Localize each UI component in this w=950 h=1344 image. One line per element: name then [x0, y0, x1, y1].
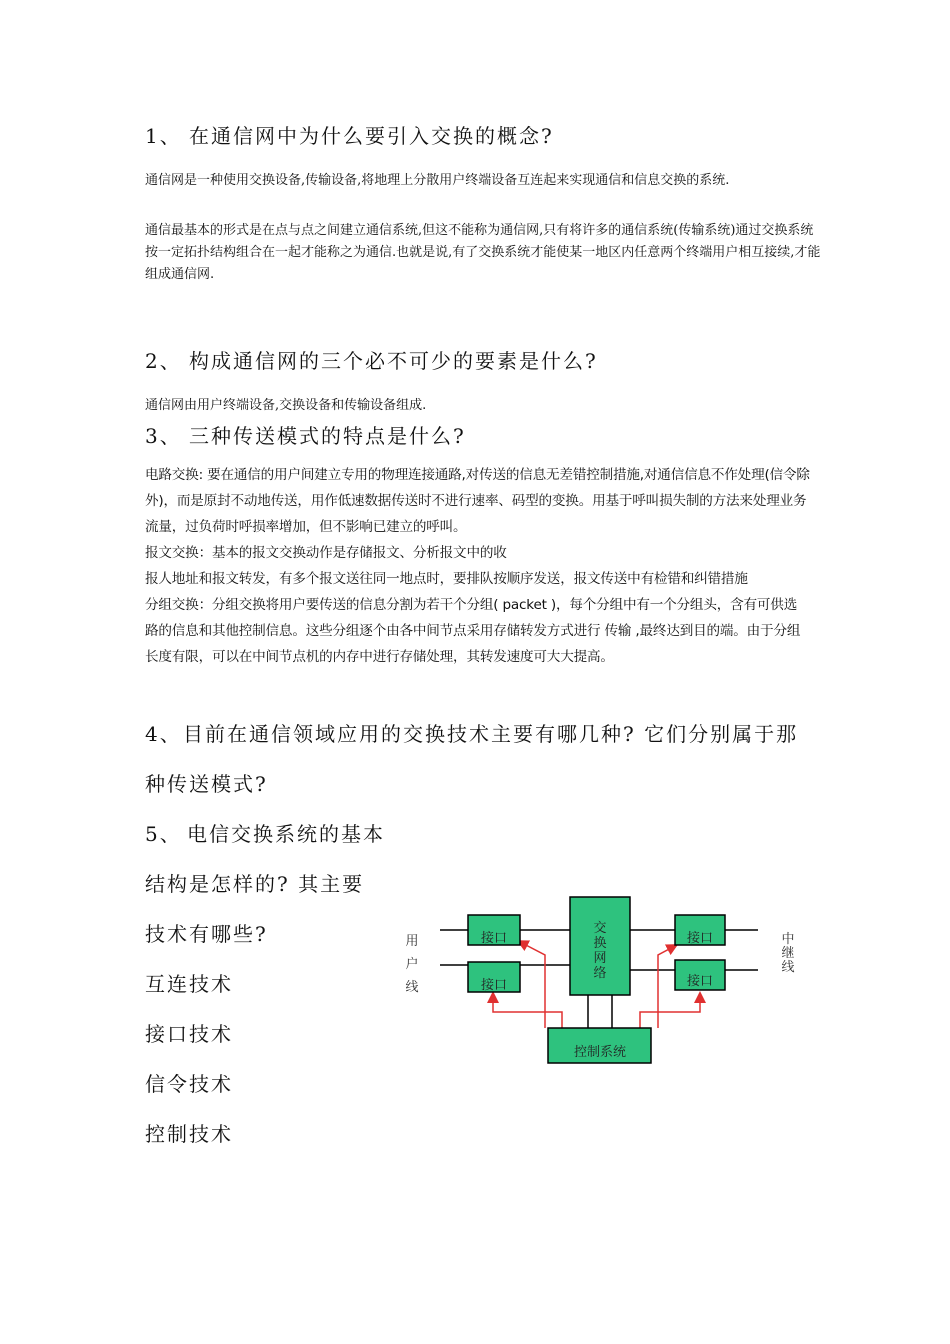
- q5-item-interface: 接口技术: [145, 1022, 233, 1046]
- q4-heading-line-2: 种传送模式?: [145, 772, 268, 796]
- interface-label-2: 接口: [480, 978, 508, 993]
- q1-title: 在通信网中为什么要引入交换的概念?: [189, 124, 554, 148]
- q2-title: 构成通信网的三个必不可少的要素是什么?: [189, 349, 598, 373]
- switching-system-diagram: [390, 885, 810, 1075]
- q1-answer-paragraph-1: 通信网是一种使用交换设备,传输设备,将地理上分散用户终端设备互连起来实现通信和信息交换的系统.: [145, 173, 730, 188]
- q1-answer-paragraph-2: 通信最基本的形式是在点与点之间建立通信系统,但这不能称为通信网,只有将许多的通信系统(传输系统)通过交换系统按一定拓扑结构组合在一起才能称之为通信.也就是说,有了交换系统才能使某一地区内任意两个终端用户相互接续,才能组成通信网.: [145, 223, 821, 282]
- message-switching-text-1: 报文交换：基本的报文交换动作是存储报文、分析报文中的收: [145, 545, 507, 561]
- interface-label-1: 接口: [480, 931, 508, 946]
- q4-title-1: 目前在通信领域应用的交换技术主要有哪几种? 它们分别属于那: [183, 722, 799, 746]
- q5-item-interconnect: 互连技术: [145, 972, 233, 996]
- q1-number: 1、: [145, 124, 182, 148]
- q3-title: 三种传送模式的特点是什么?: [189, 424, 466, 448]
- trunk-line-label-1: 中: [781, 932, 795, 947]
- q5-item-control: 控制技术: [145, 1122, 233, 1146]
- q1-heading: [145, 120, 554, 149]
- user-line-label-2: 户: [405, 957, 419, 972]
- switch-label-2: 换: [593, 936, 607, 951]
- q5-heading-line-3: 技术有哪些?: [145, 922, 268, 946]
- q5-heading-line-1: [145, 818, 385, 847]
- packet-switching-text: 分组交换：分组交换将用户要传送的信息分割为若干个分组( packet )，每个分组中有一个分组头，含有可供选路的信息和其他控制信息。这些分组逐个由各中间节点采用存储转发方式进行 传输 ,最终达到目的端。由于分组长度有限，可以在中间节点机的内存中进行存储处理，其转发速度可大大提高。: [145, 597, 801, 665]
- q2-heading: [145, 345, 598, 374]
- switch-label-3: 网: [593, 951, 607, 966]
- switch-label-4: 络: [593, 966, 607, 981]
- q4-number: 4、: [145, 722, 182, 746]
- q5-number: 5、: [145, 822, 182, 846]
- q3-answer: [145, 462, 810, 670]
- q3-number: 3、: [145, 424, 182, 448]
- user-line-label-3: 线: [405, 980, 419, 995]
- circuit-switching-text: 电路交换: 要在通信的用户间建立专用的物理连接通路,对传送的信息无差错控制措施,对通信信息不作处理(信令除外)，而是原封不动地传送，用作低速数据传送时不进行速率、码型的变换。用基于呼叫损失制的方法来处理业务流量，过负荷时呼损率增加，但不影响已建立的呼叫。: [145, 467, 810, 535]
- q5-heading-line-2: 结构是怎样的? 其主要: [145, 872, 365, 896]
- interface-label-3: 接口: [686, 931, 714, 946]
- user-line-label-1: 用: [405, 934, 419, 949]
- interface-label-4: 接口: [686, 974, 714, 989]
- q2-number: 2、: [145, 349, 182, 373]
- q5-item-signaling: 信令技术: [145, 1072, 233, 1096]
- trunk-line-label-3: 线: [781, 960, 795, 975]
- q3-heading: [145, 420, 466, 449]
- control-system-label: 控制系统: [573, 1045, 627, 1060]
- trunk-line-label-2: 继: [781, 946, 795, 961]
- q5-title-1: 电信交换系统的基本: [187, 822, 385, 846]
- q4-heading-line-1: [145, 718, 798, 747]
- switch-label-1: 交: [593, 921, 607, 936]
- q2-answer: 通信网由用户终端设备,交换设备和传输设备组成.: [145, 398, 427, 413]
- message-switching-text-2: 报人地址和报文转发，有多个报文送往同一地点时，要排队按顺序发送，报文传送中有检错和纠错措施: [145, 571, 748, 587]
